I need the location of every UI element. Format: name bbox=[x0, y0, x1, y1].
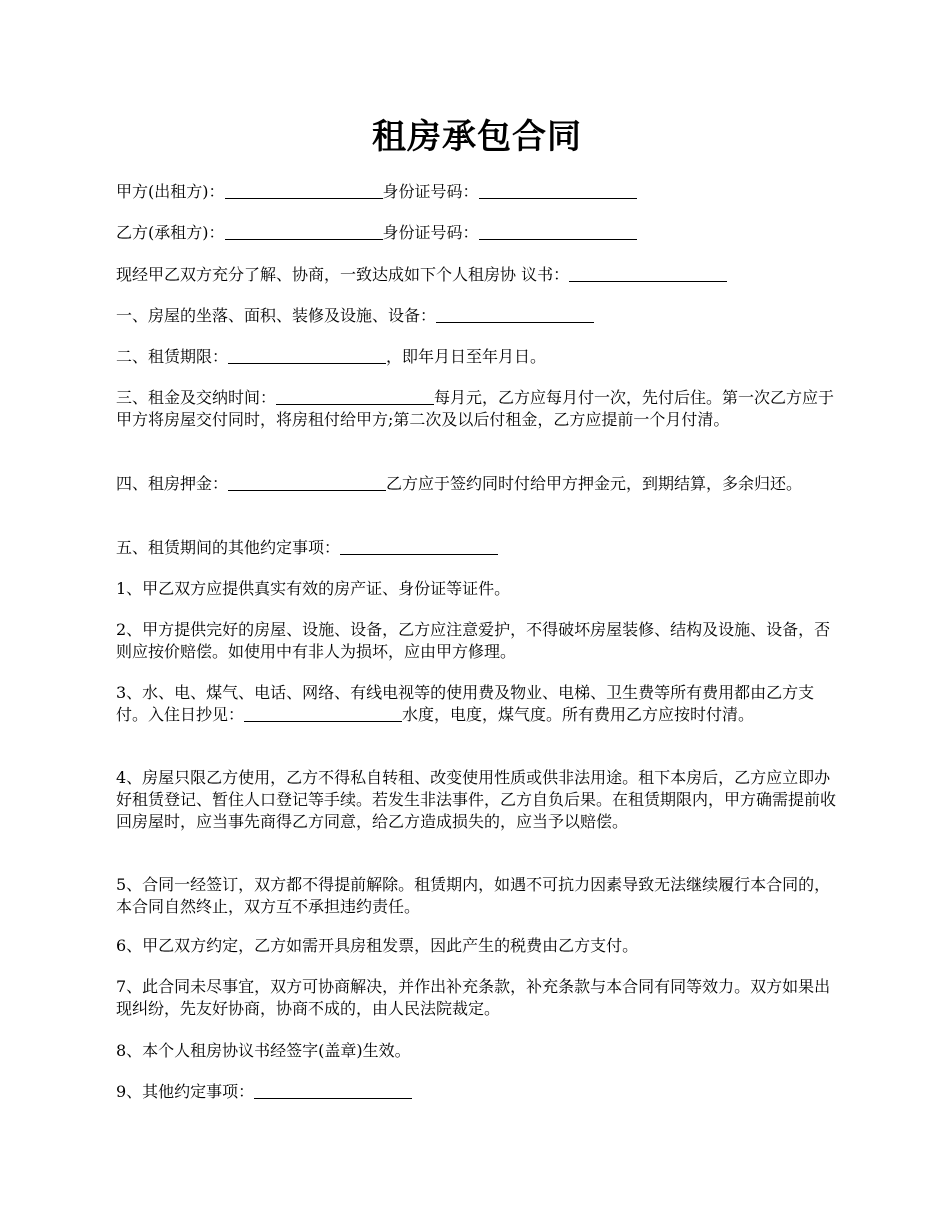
clause-2: 2、甲方提供完好的房屋、设施、设备，乙方应注意爱护，不得破坏房屋装修、结构及设施、设备，否则应按价赔偿。如使用中有非人为损坏，应由甲方修理。 bbox=[116, 620, 831, 661]
section-5 bbox=[116, 537, 838, 559]
clause-3 bbox=[116, 682, 838, 726]
clause-5: 5、合同一经签订，双方都不得提前解除。租赁期内，如遇不可抗力因素导致无法继续履行本合同的，本合同自然终止，双方互不承担违约责任。 bbox=[116, 875, 831, 916]
section-5-text: 五、租赁期间的其他约定事项： bbox=[116, 538, 341, 557]
document-title: 租房承包合同 bbox=[372, 117, 582, 157]
intro-line bbox=[116, 264, 838, 286]
intro-text: 现经甲乙双方充分了解、协商，一致达成如下个人租房协 议书： bbox=[116, 265, 570, 284]
clause-8: 8、本个人租房协议书经签字(盖章)生效。 bbox=[116, 1041, 411, 1060]
clause-9-text: 9、其他约定事项： bbox=[116, 1082, 255, 1101]
party-b-id-blank[interactable] bbox=[479, 223, 637, 240]
intro-blank[interactable] bbox=[569, 265, 727, 282]
section-5-blank[interactable] bbox=[340, 538, 498, 555]
section-4-label: 四、租房押金： bbox=[116, 474, 229, 493]
party-b-line bbox=[116, 222, 838, 244]
clause-9 bbox=[116, 1081, 838, 1103]
clause-7: 7、此合同未尽事宜，双方可协商解决，并作出补充条款，补充条款与本合同有同等效力。双方如果出现纠纷，先友好协商，协商不成的，由人民法院裁定。 bbox=[116, 977, 831, 1018]
section-2 bbox=[116, 346, 838, 368]
party-a-id-blank[interactable] bbox=[479, 182, 637, 199]
section-1 bbox=[116, 305, 838, 327]
section-1-text: 一、房屋的坐落、面积、装修及设施、设备： bbox=[116, 306, 437, 325]
party-b-label: 乙方(承租方)： bbox=[116, 223, 225, 242]
section-2-label: 二、租赁期限： bbox=[116, 347, 229, 366]
other-terms-blank[interactable] bbox=[254, 1082, 412, 1099]
party-b-id-label: 身份证号码： bbox=[382, 223, 479, 242]
clause-4: 4、房屋只限乙方使用，乙方不得私自转租、改变使用性质或供非法用途。租下本房后，乙方应立即办好租赁登记、暂住人口登记等手续。若发生非法事件，乙方自负后果。在租赁期限内，甲方确需提前收回房屋时，应当事先商得乙方同意，给乙方造成损失的，应当予以赔偿。 bbox=[116, 768, 837, 831]
party-a-label: 甲方(出租方)： bbox=[116, 182, 225, 201]
section-2-text: ，即年月日至年月日。 bbox=[386, 347, 547, 366]
section-3-text: 每月元，乙方应每月付一次，先付后住。第一次乙方应于甲方将房屋交付同时，将房租付给甲方;第二次及以后付租金，乙方应提前一个月付清。 bbox=[116, 388, 835, 429]
party-a-id-label: 身份证号码： bbox=[382, 182, 479, 201]
section-4-text: 乙方应于签约同时付给甲方押金元，到期结算，多余归还。 bbox=[386, 474, 803, 493]
section-3 bbox=[116, 387, 838, 431]
party-a-name-blank[interactable] bbox=[225, 182, 383, 199]
clause-1: 1、甲乙双方应提供真实有效的房产证、身份证等证件。 bbox=[116, 579, 511, 598]
clause-3-text-a: 3、水、电、煤气、电话、网络、有线电视等的使用费及物业、电梯、卫生费等所有费用都由乙方支付。入住日抄见： bbox=[116, 683, 815, 724]
section-3-label: 三、租金及交纳时间： bbox=[116, 388, 277, 407]
lease-term-blank[interactable] bbox=[228, 347, 386, 364]
document-page bbox=[116, 0, 838, 1230]
clause-6: 6、甲乙双方约定，乙方如需开具房租发票，因此产生的税费由乙方支付。 bbox=[116, 936, 639, 955]
section-4 bbox=[116, 473, 838, 495]
deposit-blank[interactable] bbox=[228, 474, 386, 491]
rent-time-blank[interactable] bbox=[276, 388, 434, 405]
party-b-name-blank[interactable] bbox=[225, 223, 383, 240]
clause-3-text-b: 水度，电度，煤气度。所有费用乙方应按时付清。 bbox=[402, 705, 755, 724]
meter-reading-blank[interactable] bbox=[244, 705, 402, 722]
section-1-blank[interactable] bbox=[436, 306, 594, 323]
party-a-line bbox=[116, 181, 838, 203]
